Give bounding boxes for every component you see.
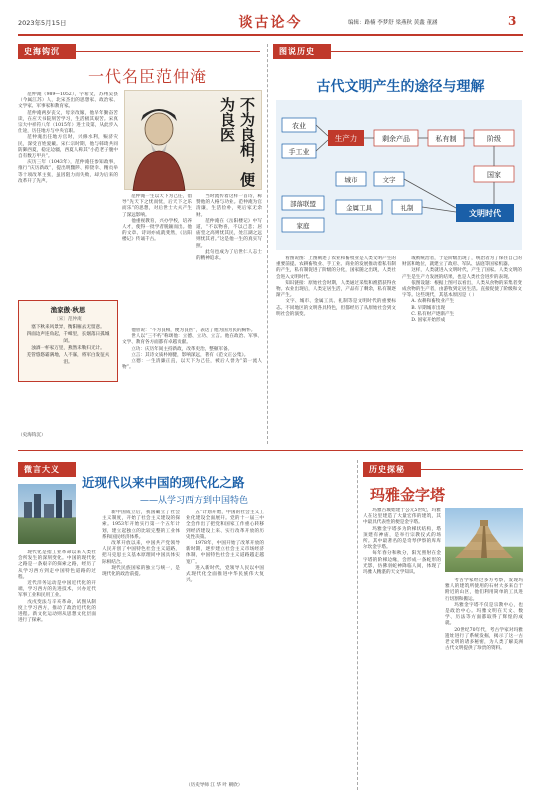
diagram-node-ritual [392,200,422,214]
diagram-node-private [428,130,464,146]
portrait-image [124,90,262,190]
svg-text:生产力: 生产力 [334,134,358,143]
svg-text:手工业: 手工业 [288,148,310,156]
maya-pyramid-image [445,508,523,572]
header-date: 2023年5月15日 [18,19,67,27]
diagram-node-state [474,166,514,182]
column-divider [357,460,358,790]
maya-col-2: 考古学家经过多方考察，发现玛雅人的建筑所使用的石材大多来自于附近的山区，他们利用简单的工具进行切割和搬运。 玛雅金字塔不仅是宗教中心，也是政治中心。玛雅文明在天文、数学、历法等方面都取得了辉煌的成就。 20世纪70年代，考古学家对玛雅遗址进行了系统发掘，揭示了这一古老文明的诸多秘密，为人类了解美洲古代文明提供了珍贵的资料。 [445,578,523,652]
modernization-col-3: 五”计划开始，中国的社会主义工业化建设全面展开。党的十一届三中全会作出了把党和国家工作重心转移到经济建设上来、实行改革开放的历史性决策。 1978年，中国开始了改革开放的新时期，逐步建立社会主义市场经济体制，中国特色社会主义道路越走越宽广。 进入新时代，党领导人民以中国式现代化全面推进中华民族伟大复兴。 [186,510,264,584]
poem-line: 四面边声连角起，千嶂里，长烟落日孤城闭。 [26,332,110,344]
page-header [18,12,523,34]
article-title-modernization: 近现代以来中国的现代化之路 [82,475,245,490]
article-title-maya: 玛雅金字塔 [370,486,446,504]
article-col-2: 范仲淹一生以天下为己任，倡导“先天下之忧而忧，后天下之乐而乐”的思想，对后世士大夫产生了深远影响。 他重视教育，兴办学校，培养人才，使得一批学者脱颖而出。他的文章、诗词亦成就斐然，《岳阳楼记》传诵千古。 [122,194,192,243]
svg-text:金属工具: 金属工具 [346,204,372,212]
section-tag-insight: 微言大义 [18,462,76,477]
diagram-node-city [336,172,366,186]
column-divider [267,44,268,444]
svg-text:文字: 文字 [382,176,396,184]
diagram-node-handcraft [282,144,316,158]
diagram-node-civilization [456,204,514,222]
civilization-diagram-svg [276,100,522,250]
header-rule [18,34,523,36]
diagram-node-metal [336,200,382,214]
section-rule [421,469,523,470]
civilization-text-col-1: 看图说图：上图阐述了农业和畜牧业是人类文明产生的重要前提。农耕畜牧业、手工业、商业的发展推动着私有制的产生，私有制促进了阶级的分化，国家随之出现，人类社会进入文明时代。 知识链接：原始社会时期，人类通过采集和渔猎获得食物。农业出现后，人类定居生活，产品有了剩余，私有制逐渐产生。 文字、城市、金属工具、礼制等是文明时代的重要标志。不同地区的文明各具特色，但都经历了从原始社会到文明社会的演变。 [276,256,396,317]
article-subtitle-modernization: ——从学习西方到中国特色 [140,496,249,506]
poem-box [18,300,118,382]
header-editors: 编辑：路楠 李梦舒 梁燕秋 黄鑫 董涵 [348,20,438,26]
svg-text:城市: 城市 [344,176,358,184]
horizontal-divider [18,450,523,451]
diagram-node-labor [328,130,364,146]
article-footer: （史海钩沉） [18,433,46,438]
article-title-fan-zhongyan: 一代名臣范仲淹 [88,67,208,86]
poem-author: 〔宋〕范仲淹 [54,317,82,322]
civilization-diagram [276,100,522,250]
section-tag-illustrated: 图说历史 [273,44,331,59]
diagram-node-classes [474,130,514,146]
poem-line: 塞下秋来风景异，衡阳雁去无留意。 [31,325,105,330]
section-rule [76,51,260,52]
diagram-node-writing [374,172,404,186]
article-author: （历史导师 江 华 叶 朝欣） [186,783,243,788]
svg-text:国家: 国家 [487,171,501,179]
diagram-node-agri [282,118,316,132]
article-col-1: 范仲淹（989—1052），字希文，苏州吴县（今属江苏）人，北宋杰出的思想家、政治家、文学家、军事家和教育家。 范仲淹两岁丧父，母亲改嫁，他早年勤奋苦读，在应天书院刻苦学习，生活极其艰苦。宋真宗大中祥符八年（1015年）进士及第，从此步入仕途，历任地方与中央官职。 范仲淹出任地方官时，兴修水利，赈济灾民，深受百姓爱戴。宋仁宗时期，他与韩琦共同防御西夏，稳定边疆，西夏人称其“小范老子腹中自有数万甲兵”。 庆历三年（1043年），范仲淹任参知政事，推行“庆历新政”，提出明黜陟、抑侥幸、精贡举等十项改革主张，虽因阻力而失败，却为后来的改革开了先声。 [18,92,118,184]
maya-col-1: 玛雅古城始建于公元5世纪，玛雅人在这里建造了大量宏伟的建筑，其中最具代表性的便是金字塔。 玛雅金字塔多为阶梯状结构，塔顶建有神庙，是举行宗教仪式的场所。其中最著名的是奇琴伊察的库库尔坎金字塔。 每年春分和秋分，阳光照射在金字塔的阶梯边缘，会形成一条蛇形的光影，仿佛羽蛇神降临人间，体现了玛雅人精湛的天文学知识。 [363,508,441,576]
poem-line: 羌管悠悠霜满地，人不寐，将军白发征夫泪。 [26,353,110,365]
modernization-col-2: 新中国成立后，我国确立了社会主义制度，开始了社会主义建设的探索。1953年开始实行第一个五年计划，建立起独立的比较完整的工业体系和国民经济体系。 改革开放以来，中国共产党领导人民开创了中国特色社会主义道路，把马克思主义基本原理同中国具体实际相结合。 现代民族国家的独立与统一，是现代化的政治前提。 [102,510,180,578]
section-rule [331,51,523,52]
svg-text:家庭: 家庭 [296,222,310,230]
poem-line: 浊酒一杯家万里，燕然未勒归无计。 [31,346,105,351]
modernization-image [18,484,76,544]
city-skyline-illustration [18,484,76,544]
calligraphy-text: 不为良相，便为良医 [218,97,256,187]
diagram-node-tribe [282,196,324,210]
svg-text:剩余产品: 剩余产品 [382,135,410,143]
modernization-col-1: 现代化是指工业革命以来人类社会所发生的深刻变化。中国的现代化之路是一条艰辛的探索之路，经历了从学习西方到走中国特色道路的过程。 近代洋务运动是中国近代化的开端，学习西方的先进技术，兴办近代军事工业和民用工业。 戊戌变法与辛亥革命，试图从制度上学习西方，推动了政治近代化的进程。新文化运动则从思想文化层面进行了探索。 [18,550,96,624]
diagram-node-family [282,218,324,232]
article-col-4: 他曾说：“不为良相，便为良医”，表达了他为国为民的胸怀。 世人以“三不朽”称颂他：立德、立功、立言。他在政治、军事、文学、教育各方面都有卓越贡献。 立功：庆历年间主持新政，改革吏治，整顿军备。 立言：其诗文质朴刚健，影响深远，著有《范文正公集》。 立德：一生清廉正直，以天下为己任，被后人誉为“第一流人物”。 [122,328,262,371]
svg-text:私有制: 私有制 [435,135,457,143]
svg-text:部落联盟: 部落联盟 [290,200,316,208]
svg-text:阶级: 阶级 [487,135,501,143]
svg-text:礼制: 礼制 [400,204,414,212]
svg-text:文明时代: 文明时代 [469,209,501,218]
article-col-3: 当时流传着这样一首诗，称赞他的人格与功业。范仲淹为官清廉，生活俭朴，死后家无余财。 范仲淹在《岳阳楼记》中写道，“不以物喜，不以己悲；居庙堂之高则忧其民，处江湖之远则忧其君。”这是他一生的真实写照。 此句也成为了后世仁人志士的精神追求。 [196,194,262,262]
section-tag-history: 史海钩沉 [18,44,76,59]
pyramid-illustration [445,508,523,572]
header-page-number: 3 [508,14,517,28]
poem-title: 渔家傲·秋思 [50,306,86,314]
header-column-title: 谈古论今 [238,15,303,31]
svg-text:农业: 农业 [292,122,306,130]
civilization-text-col-2: 或被统治者，于是阶级出现了，统治者为了保住自己的财富和地位，就建立了政府、军队、法庭等国家机器。 这样，人类就进入文明时代，产生了国家。人类文明的产生是生产力发展的结果，也是人类社会进步的表现。 依图设题：根据上图可以看出，人类从食物的采集者变成食物的生产者，由游牧到定居生活。直接促使了阶级和文字等。这些现代，其基本原因是（ ） A. 农耕和畜牧业产生 B. 早期城市出现 C. 私有财产逐渐产生 D. 国家开始形成 [402,256,522,324]
diagram-node-surplus [374,130,418,146]
section-tag-explore: 历史探秘 [363,462,421,477]
article-title-civilization: 古代文明产生的途径与理解 [316,79,485,95]
